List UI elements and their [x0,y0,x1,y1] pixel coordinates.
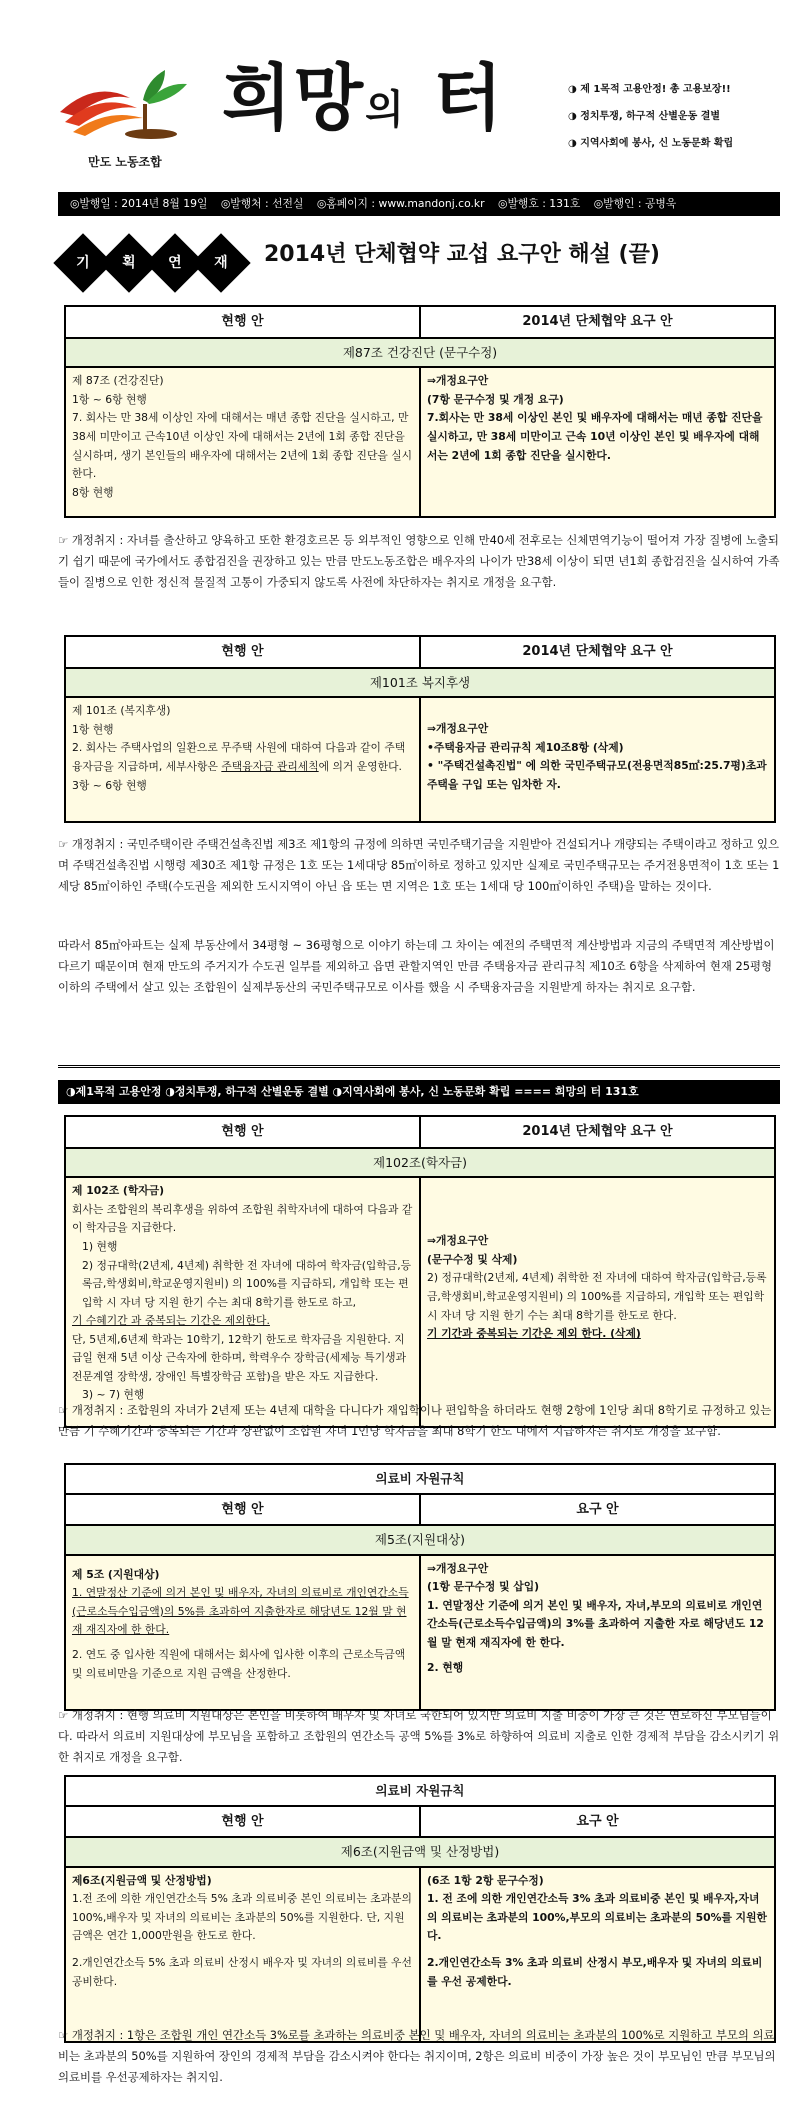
slogan-item: ◑ 지역사회에 봉사, 신 노동문화 확립 [568,138,734,150]
publication-info-bar [58,192,780,216]
pub-publisher: ◎발행처 : 선전실 [220,197,304,210]
col-header-current: 현행 안 [65,1494,420,1526]
regulation-caption: 의료비 자원규칙 [65,1464,775,1494]
union-name: 만도 노동조합 [88,155,162,169]
slogan-item: ◑ 정치투쟁, 하구적 산별운동 결별 [568,111,721,123]
table-welfare [64,635,776,823]
title-part-1: 희망 [222,55,366,140]
col-header-proposal: 요구 안 [420,1494,775,1526]
series-tag-2: 획 [99,233,158,292]
current-text: 제 101조 (복지후생) 1항 현행 2. 회사는 주택사업의 일환으로 무주택 사원에 대하여 다음과 같이 주택융자금을 지급하며, 세부사항은 주택융자금 관리세칙에 의거 운영한다. 3항 ~ 6항 현행 [65,697,420,822]
proposal-text: ⇒개정요구안 (1항 문구수정 및 삽입) 1. 연말정산 기준에 의거 본인 및 배우자, 자녀,부모의 의료비로 개인연간소득(근로소득수입금액)의 3%를 초과하여 지출한 자로 해당년도 12월 말 현재 재직자에 한 한다. 2. 현행 [420,1555,775,1710]
revision-rationale-4: ☞ 개정취지 : 조합원의 자녀가 2년제 또는 4년제 대학을 다니다가 재입학이나 편입학을 하더라도 현행 2항에 1인당 최대 8학기로 규정하고 있는 만큼 기 수혜기간과 중복되는 기간과 상관없이 조합원 자녀 1인당 학자금을 최대 8학기 한도 내에서 지급하자는 취지로 개정을 요구함. [58,1403,772,1438]
title-part-small: 의 [365,86,406,133]
article-subhead: 제5조(지원대상) [65,1525,775,1555]
series-tag-4: 재 [191,233,250,292]
current-text: 제 102조 (학자금) 회사는 조합원의 복리후생을 위하여 조합원 취학자녀에 대하여 다음과 같이 학자금을 지급한다. 1) 현행 2) 정규대학(2년제, 4년제) 취학한 전 자녀에 대하여 학자금(입학금,등록금,학생회비,학교운영지원비) 의 100%를 지급하되, 개입학 또는 편입학 시 자녀 당 지원 한기 수는 최대 8학기를 한도로 하고, 기 수혜기간 과 중복되는 기간은 제외한다. 단, 5년제,6년제 학과는 10학기, 12학기 한도로 학자금을 지원한다. 지급일 현재 5년 이상 근속자에 한하며, 학력우수 장학금(세제능 특기생과 전문계열 장학생, 장애인 특별장학금 포함)을 받은 자도 지급한다. 3) ~ 7) 현행 [65,1177,420,1427]
col-header-current: 현행 안 [65,636,420,668]
pub-date: ◎발행일 : 2014년 8월 19일 [70,197,208,210]
series-tag-1: 기 [53,233,112,292]
current-text: 제6조(지원금액 및 산정방법) 1.전 조에 의한 개인연간소득 5% 초과 의료비중 본인 의료비는 초과분의 100%,배우자 및 자녀의 의료비는 초과분의 50%를 지원한다. 단, 지원 금액은 연간 1,000만원을 한도로 한다. 2.개인연간소득 5% 초과 의료비 산정시 배우자 및 자녀의 의료비를 우선 공비한다. [65,1867,420,2042]
revision-rationale-6: ☞ 개정취지 : 1항은 조합원 개인 연간소득 3%로를 초과하는 의료비중 본인 및 배우자, 자녀의 의료비는 초과분의 100%로 지원하고 부모의 의료비는 초과분의 50%를 지원하여 장인의 경제적 부담을 감소시켜야 한다는 취지이며, 2항은 의료비 비중이 가장 높은 것이 부모님인 만큼 부모님의 의료비를 우선공제하자는 취지임. [58,2028,776,2084]
table-health-check [64,305,776,518]
title-part-2: 터 [432,55,505,140]
article-title: 2014년 단체협약 교섭 요구안 해설 (끝) [264,242,660,267]
slogan-list [568,82,780,164]
divider [58,1065,780,1068]
revision-rationale-2: ☞ 개정취지 : 국민주택이란 주택건설촉진법 제3조 제1항의 규정에 의하면 국민주택기금을 지원받아 건설되거나 개량되는 주택이라고 정하고 있으며 주택건설촉진법 시행령 제30조 제1항 규정은 1호 또는 1세대당 85㎡이하로 정하고 있지만 실제로 국민주택규모는 주거전용면적이 1호 또는 1세당 85㎡이하인 주택(수도권을 제외한 도시지역이 아닌 읍 또는 면 지역은 1호 또는 1세대 당 100㎡이하인 주택)을 말하는 것이다. [58,837,780,893]
col-header-current: 현행 안 [65,1806,420,1838]
proposal-text: ⇒개정요구안 •주택융자금 관리규칙 제10조8항 (삭제) • "주택건설촉진법" 에 의한 국민주택규모(전용면적85㎡:25.7평)초과 주택을 구입 또는 임차한 자. [420,697,775,822]
revision-rationale-1: ☞ 개정취지 : 자녀를 출산하고 양육하고 또한 환경호르몬 등 외부적인 영향으로 인해 만40세 전후로는 신체면역기능이 떨어져 가장 질병에 노출되기 쉽기 때문에 국가에서도 종합검진을 권장하고 있는 만큼 만도노동조합은 배우자의 나이가 만38세 이상이 되면 년1회 종합검진을 실시하여 가족들이 질병으로 인한 정신적 물질적 고통이 가중되지 않도록 사전에 차단하자는 취지로 개정을 요구함. [58,533,780,589]
regulation-caption: 의료비 자원규칙 [65,1776,775,1806]
proposal-text: (6조 1항 2항 문구수정) 1. 전 조에 의한 개인연간소득 3% 초과 의료비중 본인 및 배우자,자녀의 의료비는 초과분의 100%,부모의 의료비는 초과분의 50%를 지원한다. 2.개인연간소득 3% 초과 의료비 산정시 부모,배우자 및 자녀의 의료비를 우선 공제한다. [420,1867,775,2042]
newsletter-title [222,55,505,140]
col-header-current: 현행 안 [65,306,420,338]
table-tuition [64,1115,776,1428]
col-header-current: 현행 안 [65,1116,420,1148]
article-subhead: 제102조(학자금) [65,1148,775,1178]
article-subhead: 제6조(지원금액 및 산정방법) [65,1837,775,1867]
proposal-text: ⇒개정요구안 (문구수정 및 삭제) 2) 정규대학(2년제, 4년제) 취학한 전 자녀에 대하여 학자금(입학금,등록금,학생회비,학교운영지원비) 의 100%를 지급하되, 개입학 또는 편입학 시 자녀 당 지원 한기 수는 최대 8학기를 한도로 한다. 기 기간과 중복되는 기간은 제외 한다. (삭제) [420,1177,775,1427]
revision-rationale-5: ☞ 개정취지 : 현행 의료비 지원대상은 본인을 비롯하여 배우자 및 자녀로 국한되어 있지만 의료비 지출 비중이 가장 큰 것은 연로하신 부모님들이다. 따라서 의료비 지원대상에 부모님을 포함하고 조합원의 연간소득 공액 5%를 3%로 하향하여 의료비 지출로 인한 경제적 부담을 감소시키기 위한 취지로 개정을 요구함. [58,1708,780,1764]
proposal-text: ⇒개정요구안 (7항 문구수정 및 개정 요구) 7.회사는 만 38세 이상인 본인 및 배우자에 대해서는 매년 종합 진단을 실시하고, 만 38세 미만이고 근속 10년 이상인 본인 및 배우자에 대해서는 2년에 1회 종합 진단을 실시한다. [420,367,775,517]
article-subhead: 제101조 복지후생 [65,668,775,698]
article-subhead: 제87조 건강진단 (문구수정) [65,338,775,368]
union-logo-icon [55,60,195,145]
pub-issuer: ◎발행인 : 공병욱 [593,197,677,210]
col-header-proposal: 요구 안 [420,1806,775,1838]
revision-rationale-3: 따라서 85㎡아파트는 실제 부동산에서 34평형 ~ 36평형으로 이야기 하는데 그 차이는 예전의 주택면적 계산방법과 지금의 주택면적 계산방법이 다르기 때문이며 현재 만도의 주거지가 수도권 일부를 제외하고 읍면 관할지역인 만큼 주택융자금 관리규칙 제10조 6항을 삭제하여 현재 25평형 이하의 주택에서 살고 있는 조합원이 실제부동산의 국민주택규모로 이사를 했을 시 주택융자금을 지원받게 하자는 취지로 요구함. [58,938,775,994]
table-medical-amount [64,1775,776,2043]
col-header-proposal: 2014년 단체협약 요구 안 [420,636,775,668]
table-medical-eligibility [64,1463,776,1711]
current-text: 제 5조 (지원대상) 1. 연말정산 기준에 의거 본인 및 배우자, 자녀의 의료비로 개인연간소득(근로소득수입금액)의 5%를 초과하여 지출한자로 해당년도 12월 말 현재 재직자에 한 한다. 2. 연도 중 입사한 직원에 대해서는 회사에 입사한 이후의 근로소득금액 및 의료비만을 기준으로 지원 금액을 산정한다. [65,1555,420,1710]
slogan-item: ◑ 제 1목적 고용안정! 총 고용보장!! [568,84,731,95]
series-tag-3: 연 [145,233,204,292]
col-header-proposal: 2014년 단체협약 요구 안 [420,306,775,338]
issue-band: ◑제1목적 고용안정 ◑정치투쟁, 하구적 산별운동 결별 ◑지역사회에 봉사, 신 노동문화 확립 ==== 희망의 터 131호 [58,1080,780,1104]
current-text: 제 87조 (건강진단) 1항 ~ 6항 현행 7. 회사는 만 38세 이상인 자에 대해서는 매년 종합 진단을 실시하고, 만 38세 미만이고 근속10년 이상인 자에 대해서는 2년에 1회 종합 진단을 실시하며, 생기 본인들의 배우자에 대해서는 2년에 1회 종합 진단을 실시한다. 8항 현행 [65,367,420,517]
pub-issue: ◎발행호 : 131호 [498,197,581,210]
pub-homepage[interactable]: ◎홈페이지 : www.mandonj.co.kr [316,197,485,210]
col-header-proposal: 2014년 단체협약 요구 안 [420,1116,775,1148]
